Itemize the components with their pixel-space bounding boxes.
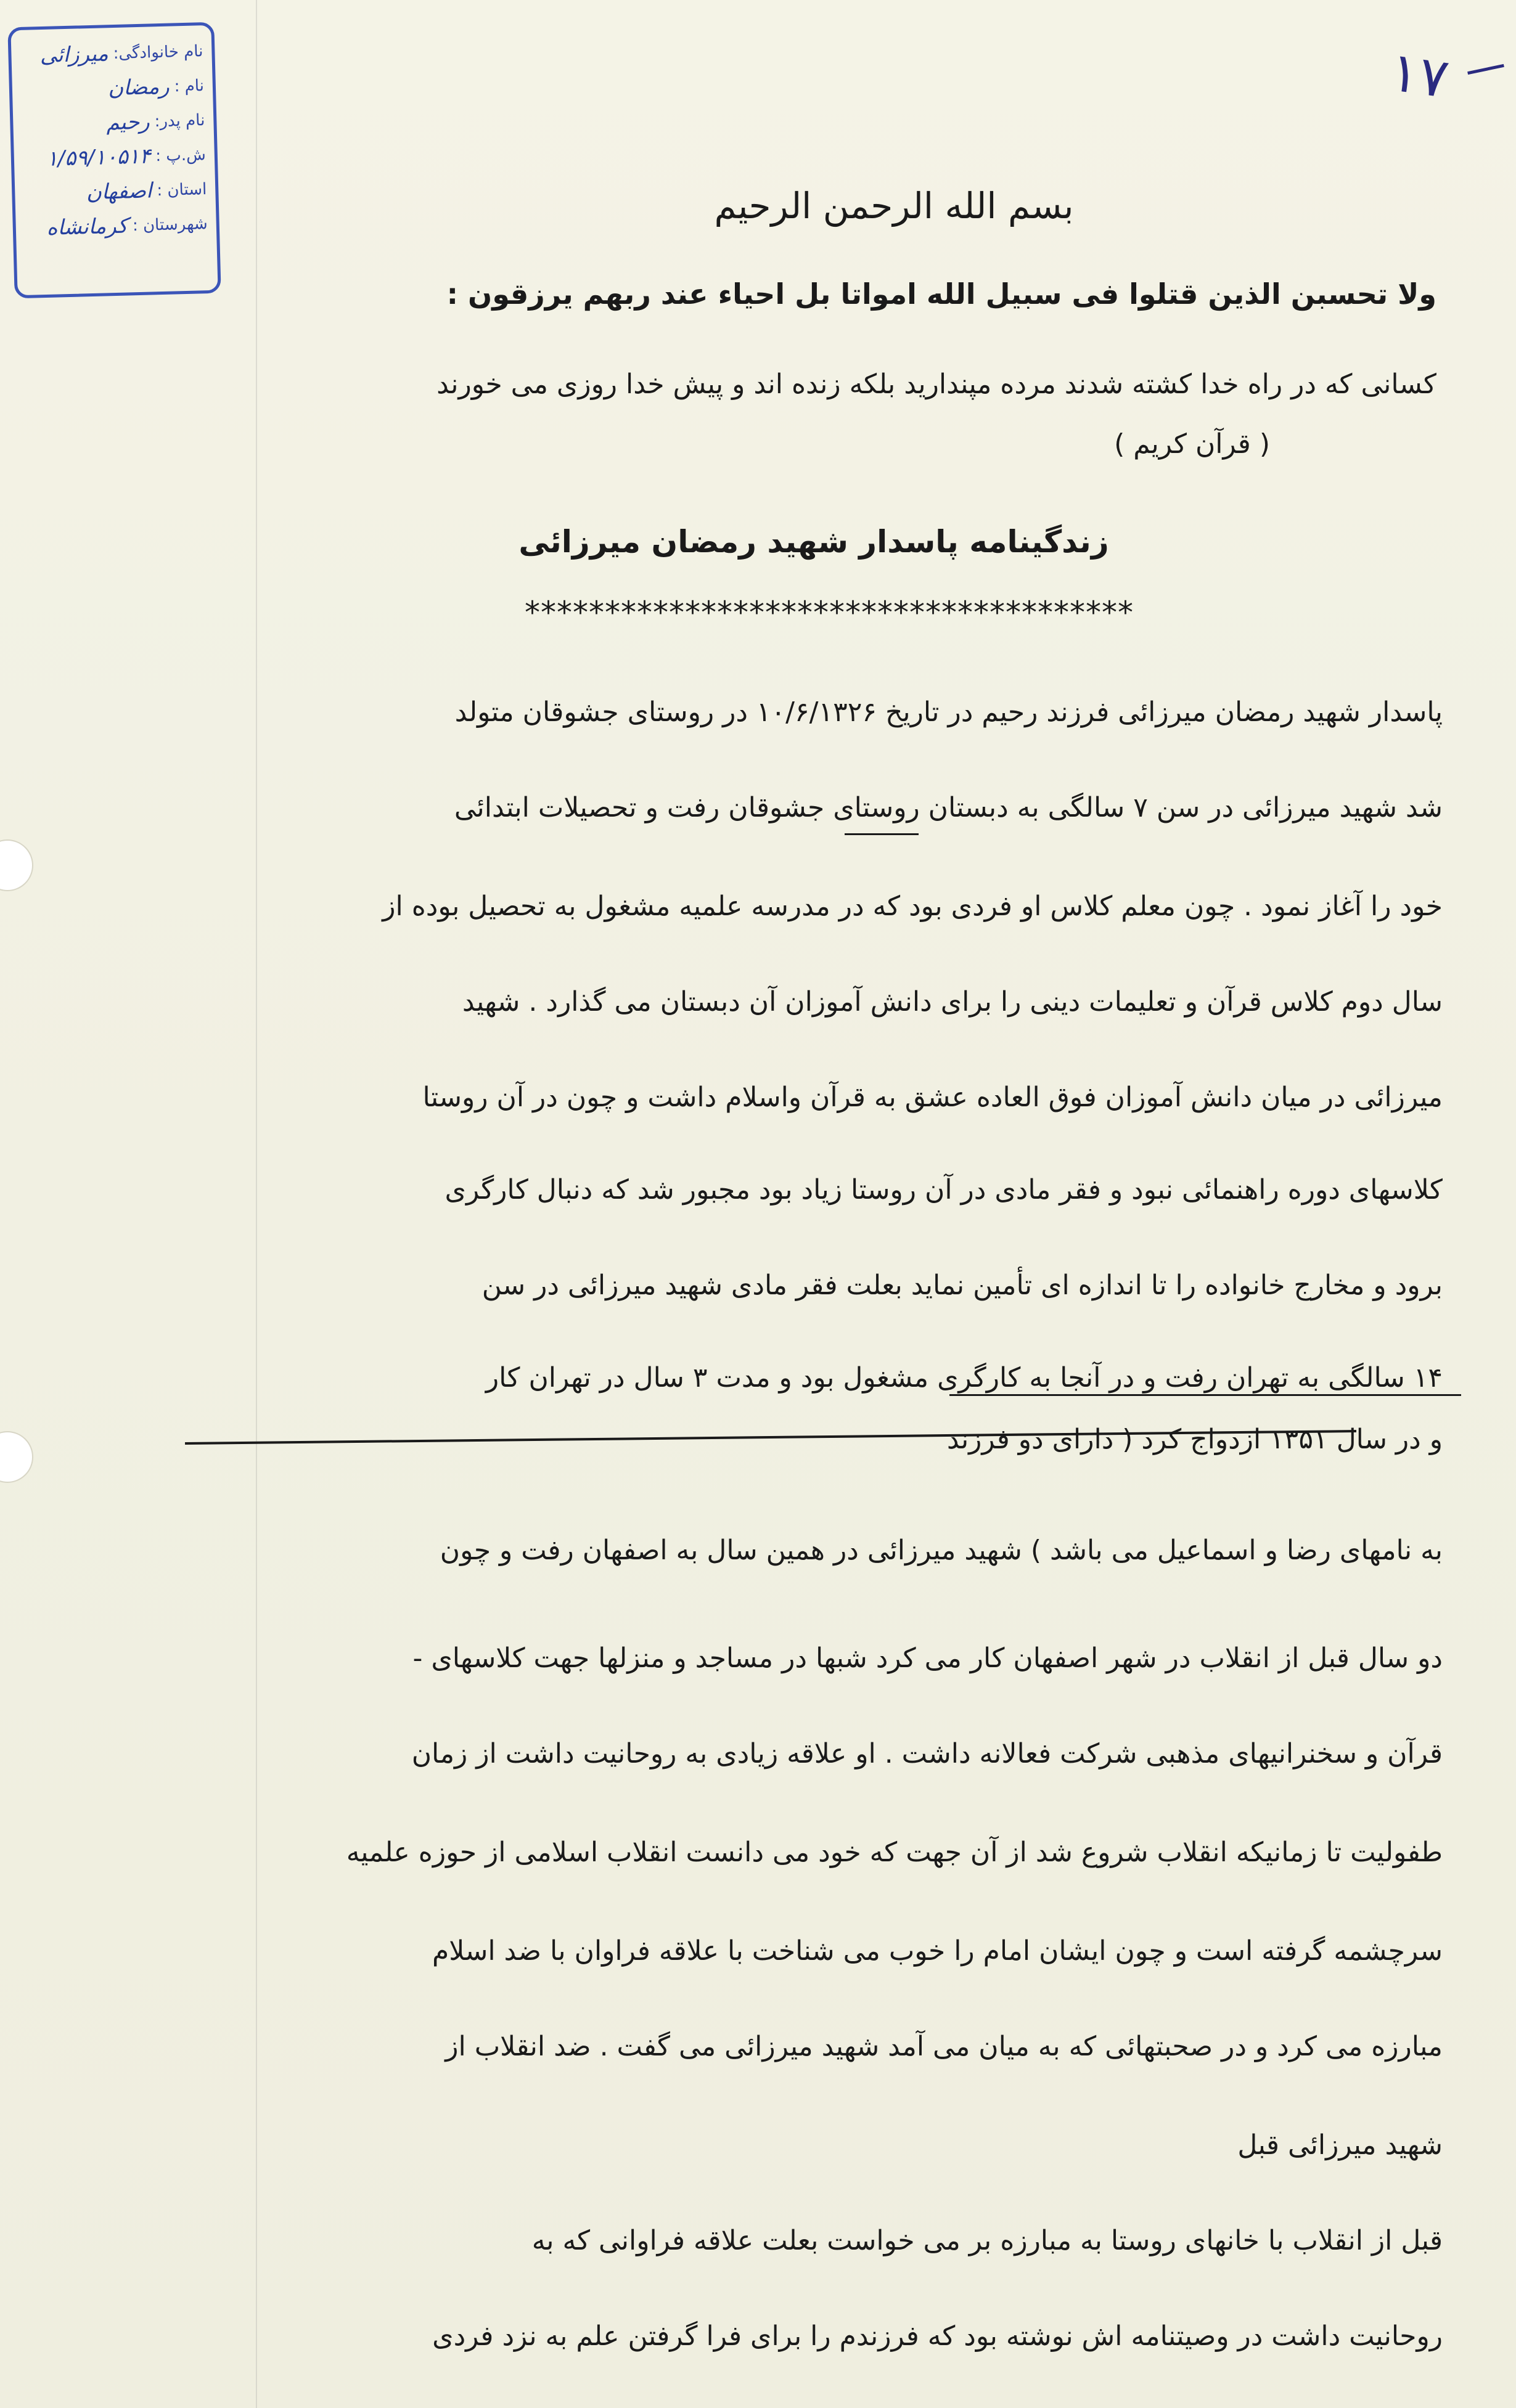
title-divider: ************************************** xyxy=(525,595,1134,631)
handwritten-underline xyxy=(845,833,919,835)
verse-source: ( قرآن کریم ) xyxy=(1114,428,1270,460)
stamp-row-city: شهرستان : کرمانشاه xyxy=(46,213,208,240)
body-line: خود را آغاز نمود . چون معلم کلاس او فردی بود که در مدرسه علمیه مشغول به تحصیل بوده از xyxy=(382,891,1443,922)
quran-verse: ولا تحسبن الذین قتلوا فی سبیل الله امواتا بل احیاء عند ربهم یرزقون : xyxy=(446,277,1436,311)
page-number: ۱۷ xyxy=(1386,39,1453,111)
body-line: قبل از انقلاب با خانهای روستا به مبارزه بر می خواست بعلت علاقه فراوانی که به xyxy=(531,2225,1443,2256)
stamp-row-name: نام : رمضان xyxy=(107,74,205,101)
body-line: کلاسهای دوره راهنمائی نبود و فقر مادی در آن روستا زیاد بود مجبور شد که دنبال کارگری xyxy=(445,1174,1443,1206)
body-line: ۱۴ سالگی به تهران رفت و در آنجا به کارگری مشغول بود و مدت ۳ سال در تهران کار xyxy=(485,1362,1443,1394)
body-line: به نامهای رضا و اسماعیل می باشد ) شهید میرزائی در همین سال به اصفهان رفت و چون xyxy=(440,1535,1443,1566)
handwritten-underline xyxy=(949,1394,1461,1396)
body-line: شهید میرزائی قبل xyxy=(1237,2129,1443,2161)
stamp-row-province: استان : اصفهان xyxy=(86,178,207,205)
body-line: شد شهید میرزائی در سن ۷ سالگی به دبستان روستای جشوقان رفت و تحصیلات ابتدائی xyxy=(454,792,1443,823)
verse-translation: کسانی که در راه خدا کشته شدند مرده مپندارید بلکه زنده اند و پیش خدا روزی می خورند xyxy=(436,369,1436,400)
stamp-row-father-name: نام پدر: رحیم xyxy=(105,109,205,136)
body-line: میرزائی در میان دانش آموزان فوق العاده عشق به قرآن واسلام داشت و چون در آن روستا xyxy=(422,1082,1443,1113)
body-line: روحانیت داشت در وصیتنامه اش نوشته بود که فرزندم را برای فرا گرفتن علم به نزد فردی xyxy=(432,2320,1443,2352)
stamp-row-family-name: نام خانوادگی: میرزائی xyxy=(39,41,203,68)
body-line: پاسدار شهید رمضان میرزائی فرزند رحیم در تاریخ ۱۰/۶/۱۳۲۶ در روستای جشوقان متولد xyxy=(454,696,1443,728)
body-line: برود و مخارج خانواده را تا اندازه ای تأمین نماید بعلت فقر مادی شهید میرزائی در سن xyxy=(481,1270,1443,1301)
body-line: و در سال ۱۳۵۱ ازدواج کرد ( دارای دو فرزند xyxy=(946,1424,1443,1455)
body-line: دو سال قبل از انقلاب در شهر اصفهان کار می کرد شبها در مساجد و منزلها جهت کلاسهای - xyxy=(412,1643,1443,1674)
stamp-row-id-number: ش.پ : ۱/۵۹/۱۰۵۱۴ xyxy=(46,144,207,171)
body-line: مبارزه می کرد و در صحبتهائی که به میان می آمد شهید میرزائی می گفت . ضد انقلاب از xyxy=(445,2031,1443,2062)
basmala: بسم الله الرحمن الرحیم xyxy=(714,185,1074,227)
document-title: زندگینامه پاسدار شهید رمضان میرزائی xyxy=(518,524,1109,560)
identity-stamp xyxy=(7,22,221,299)
body-line: سرچشمه گرفته است و چون ایشان امام را خوب می شناخت با علاقه فراوان با ضد اسلام xyxy=(432,1935,1443,1967)
body-line: سال دوم کلاس قرآن و تعلیمات دینی را برای دانش آموزان آن دبستان می گذارد . شهید xyxy=(462,986,1443,1018)
body-line: قرآن و سخنرانیهای مذهبی شرکت فعالانه داشت . او علاقه زیادی به روحانیت داشت از زمان xyxy=(411,1738,1443,1769)
body-line: طفولیت تا زمانیکه انقلاب شروع شد از آن جهت که خود می دانست انقلاب اسلامی از حوزه علمیه xyxy=(346,1837,1443,1868)
